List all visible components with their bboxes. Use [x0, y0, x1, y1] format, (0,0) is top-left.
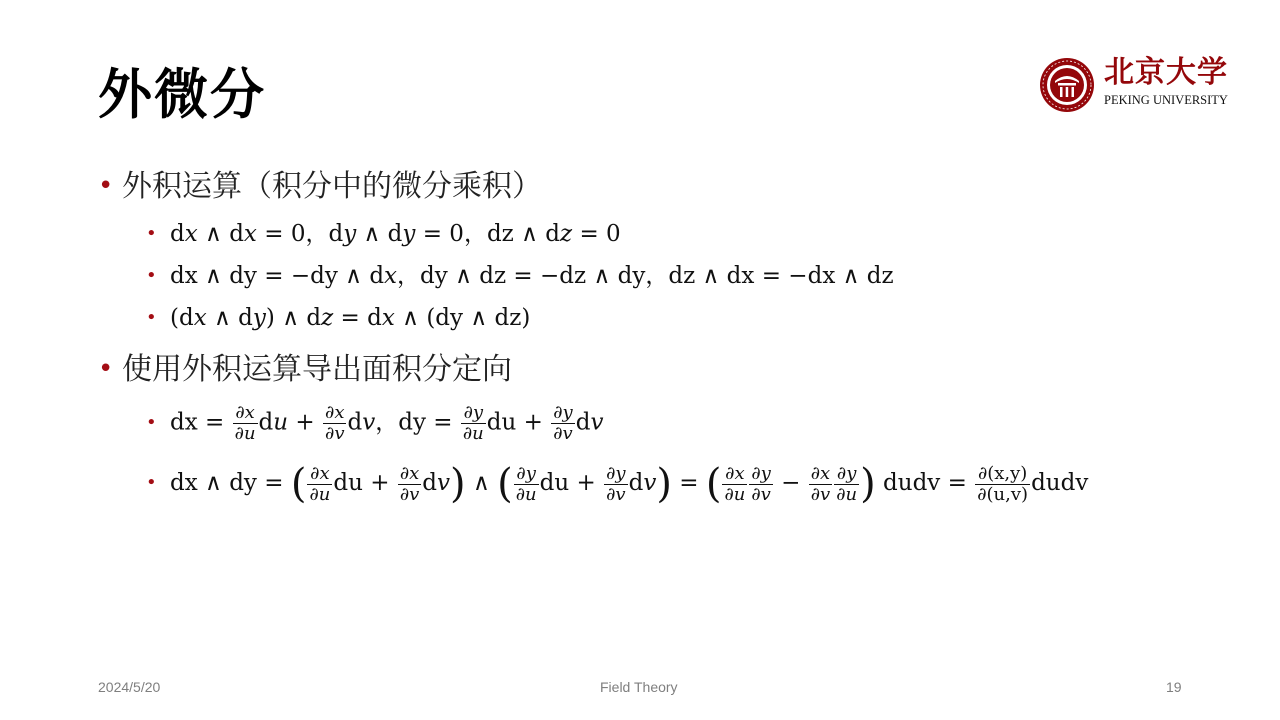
footer-page-number: 19 — [1166, 679, 1182, 695]
formula-associative: • (dx ∧ dy) ∧ dz = dx ∧ (dy ∧ dz) — [146, 305, 531, 331]
bullet-dot-icon: • — [98, 354, 114, 384]
university-seal-icon — [1038, 56, 1096, 114]
slide-title: 外微分 — [98, 62, 266, 126]
bullet-text: 使用外积运算导出面积分定向 — [122, 352, 512, 387]
sub-bullet-dot-icon: • — [146, 472, 157, 493]
university-logo — [1038, 56, 1238, 114]
footer-date: 2024/5/20 — [98, 679, 161, 695]
sub-bullet-dot-icon: • — [146, 411, 157, 433]
formula-differential-expansion: • dx = $\frac{\partial x}{\partial u}$ du + $\frac{\partial x}{\partial v}$ dv，dy = $\frac{\partial y}{\partial u}$ du + $\frac{\partial y}{\partial v}$ dv — [146, 402, 604, 444]
bullet-dot-icon: • — [98, 171, 114, 201]
sub-bullet-dot-icon: • — [146, 223, 157, 244]
formula-self-wedge-zero: • dx ∧ dx = 0，dy ∧ dy = 0，dz ∧ dz = 0 — [146, 221, 621, 247]
footer-course-title: Field Theory — [600, 679, 678, 695]
formula-jacobian-derivation: • dx ∧ dy = ( $\frac{\partial x}{\partial u}$ du + $\frac{\partial x}{\partial v}$ dv) ∧ ( $\frac{\partial y}{\partial u}$ du + $\frac{\partial y}{\partial v}$ dv) = ( $\frac{\partial x}{\partial u}$ $\frac{\partial y}{\partial v}$ − $\frac{\partial x}{\partial v}$ $\frac{\partial y}{\partial u}$ ) dudv = $\frac{\partial(x,y)}{\partial(u,v)}$ dudv — [146, 461, 1089, 507]
logo-english-name: PEKING UNIVERSITY — [1104, 93, 1228, 107]
bullet-exterior-product — [98, 168, 542, 205]
bullet-surface-orientation — [98, 351, 512, 388]
sub-bullet-dot-icon: • — [146, 265, 157, 286]
formula-anticommutative: • dx ∧ dy = −dy ∧ dx，dy ∧ dz = −dz ∧ dy，dz ∧ dx = −dx ∧ dz — [146, 263, 894, 289]
bullet-text: 外积运算（积分中的微分乘积） — [122, 169, 542, 204]
logo-chinese-name: 北京大学 — [1104, 55, 1228, 90]
sub-bullet-dot-icon: • — [146, 307, 157, 328]
